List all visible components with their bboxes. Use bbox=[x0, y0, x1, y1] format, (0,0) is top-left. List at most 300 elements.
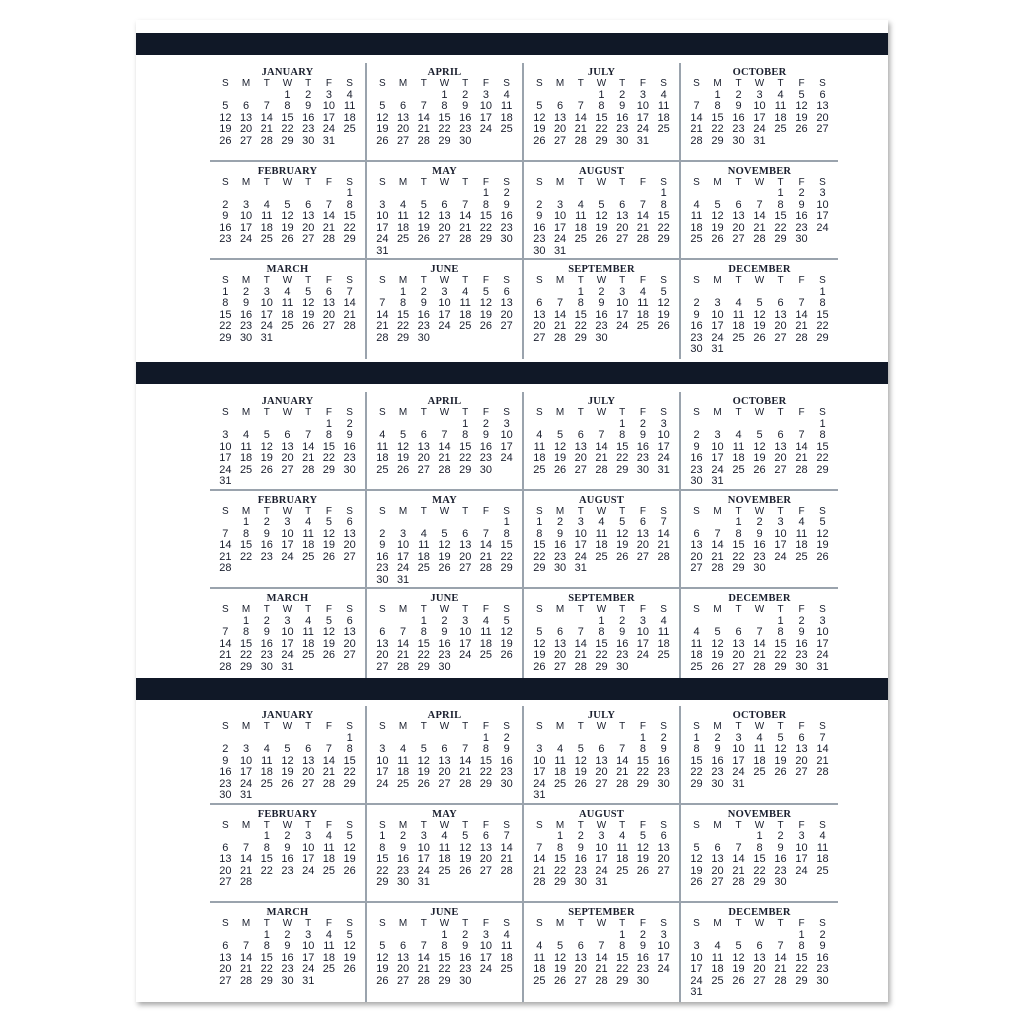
day-cell: 8 bbox=[777, 198, 784, 211]
day-cell: 27 bbox=[533, 331, 546, 344]
day-cell: 3 bbox=[243, 198, 250, 211]
day-cell: 9 bbox=[503, 743, 510, 755]
day-cell: 24 bbox=[616, 320, 629, 333]
day-cell: 19 bbox=[657, 308, 670, 321]
day-cell: 24 bbox=[657, 452, 670, 464]
day-cell: 11 bbox=[438, 841, 451, 854]
day-cell: 12 bbox=[774, 743, 787, 755]
day-cell: 26 bbox=[281, 233, 294, 246]
day-cell: 30 bbox=[281, 974, 294, 987]
day-cell: 21 bbox=[322, 766, 336, 778]
day-cell: 20 bbox=[343, 637, 356, 650]
day-cell: 22 bbox=[219, 320, 232, 333]
blank-cell bbox=[393, 188, 414, 200]
weekday-header: M bbox=[713, 78, 722, 89]
day-cell: 2 bbox=[557, 516, 564, 529]
day-cell: 17 bbox=[690, 963, 703, 976]
day-cell: 8 bbox=[598, 626, 605, 639]
day-cell: 11 bbox=[795, 527, 808, 540]
weekday-header: M bbox=[398, 505, 408, 517]
weekday-header: F bbox=[482, 721, 489, 732]
day-cell: 6 bbox=[777, 297, 784, 310]
weekday-header: T bbox=[619, 819, 626, 831]
weekday-header: S bbox=[503, 819, 510, 831]
blank-cell bbox=[728, 831, 749, 843]
weekday-header: T bbox=[305, 407, 312, 418]
day-cell: 25 bbox=[711, 974, 724, 987]
day-cell: 6 bbox=[222, 841, 229, 854]
weekday-header: S bbox=[693, 604, 700, 616]
day-cell: 27 bbox=[219, 974, 232, 987]
day-cell: 12 bbox=[636, 841, 650, 854]
weekday-header: T bbox=[577, 78, 584, 89]
day-cell: 27 bbox=[239, 134, 253, 147]
day-cell: 26 bbox=[795, 123, 808, 135]
day-cell: 12 bbox=[281, 754, 294, 767]
weekday-header: S bbox=[346, 505, 353, 517]
weekday-header: S bbox=[536, 721, 543, 732]
day-cell: 24 bbox=[774, 550, 787, 563]
day-cell: 26 bbox=[396, 463, 410, 476]
day-cell: 5 bbox=[557, 940, 564, 953]
day-cell: 12 bbox=[281, 210, 294, 223]
day-cell: 22 bbox=[533, 550, 546, 563]
day-cell: 3 bbox=[503, 417, 510, 430]
day-cell: 6 bbox=[557, 100, 564, 112]
weekday-header: T bbox=[619, 721, 626, 732]
weekday-header: F bbox=[639, 176, 646, 188]
day-cell: 9 bbox=[798, 626, 805, 639]
weekday-header: T bbox=[305, 275, 312, 287]
day-cell: 6 bbox=[400, 940, 407, 953]
day-cell: 13 bbox=[219, 951, 232, 964]
day-cell: 22 bbox=[595, 649, 608, 662]
day-cell: 5 bbox=[639, 830, 646, 843]
month-name: FEBRUARY bbox=[257, 165, 318, 177]
day-cell: 2 bbox=[379, 527, 386, 540]
day-cell: 13 bbox=[595, 754, 608, 767]
day-cell: 20 bbox=[816, 111, 829, 124]
day-cell: 27 bbox=[795, 766, 808, 778]
day-cell: 17 bbox=[376, 221, 389, 234]
day-cell: 27 bbox=[396, 134, 410, 147]
day-cell: 21 bbox=[417, 963, 430, 976]
day-cell: 18 bbox=[816, 853, 829, 866]
weekday-header: W bbox=[754, 407, 765, 418]
day-cell: 27 bbox=[553, 660, 567, 673]
day-cell: 27 bbox=[816, 123, 829, 135]
day-cell: 5 bbox=[536, 626, 543, 639]
day-cell: 25 bbox=[343, 123, 356, 135]
day-cell: 1 bbox=[441, 928, 448, 941]
day-cell: 6 bbox=[462, 527, 469, 540]
day-cell: 4 bbox=[420, 527, 427, 540]
day-cell: 16 bbox=[219, 766, 232, 778]
month-block bbox=[367, 260, 524, 359]
day-cell: 7 bbox=[503, 830, 510, 843]
day-cell: 9 bbox=[714, 743, 721, 755]
day-cell: 9 bbox=[639, 429, 646, 441]
weekday-header: S bbox=[346, 819, 353, 831]
day-cell: 25 bbox=[795, 550, 808, 563]
day-cell: 2 bbox=[777, 830, 784, 843]
weekday-header: M bbox=[241, 721, 251, 732]
weekday-header: S bbox=[222, 721, 229, 732]
day-cell: 1 bbox=[346, 187, 353, 200]
day-cell: 19 bbox=[732, 963, 745, 976]
day-cell: 26 bbox=[376, 134, 389, 147]
day-cell: 19 bbox=[281, 221, 294, 234]
day-cell: 2 bbox=[305, 88, 312, 101]
weekday-header: M bbox=[241, 275, 251, 287]
day-cell: 17 bbox=[479, 111, 493, 124]
day-cell: 29 bbox=[239, 660, 253, 673]
day-cell: 11 bbox=[397, 210, 409, 223]
day-cell: 23 bbox=[753, 550, 766, 563]
day-cell: 15 bbox=[533, 539, 546, 552]
day-cell: 23 bbox=[500, 221, 513, 234]
day-cell: 9 bbox=[777, 841, 784, 854]
day-cell: 30 bbox=[553, 562, 567, 575]
day-cell: 28 bbox=[753, 233, 766, 246]
day-cell: 4 bbox=[819, 830, 826, 843]
day-cell: 21 bbox=[459, 221, 472, 234]
month-block bbox=[367, 392, 524, 491]
day-cell: 26 bbox=[732, 974, 745, 987]
weekday-header: F bbox=[482, 604, 489, 616]
day-cell: 18 bbox=[500, 951, 513, 964]
day-cell: 29 bbox=[281, 134, 294, 147]
day-cell: 12 bbox=[753, 440, 766, 453]
day-cell: 22 bbox=[260, 963, 273, 976]
day-cell: 16 bbox=[795, 637, 808, 650]
weekday-header: T bbox=[462, 721, 469, 732]
day-cell: 12 bbox=[376, 951, 389, 964]
day-cell: 3 bbox=[756, 88, 763, 101]
blank-cell bbox=[633, 188, 654, 200]
day-cell: 17 bbox=[219, 452, 232, 464]
weekday-header: T bbox=[577, 819, 584, 831]
day-cell: 21 bbox=[732, 864, 745, 877]
day-cell: 6 bbox=[222, 940, 229, 953]
day-cell: 26 bbox=[479, 320, 493, 333]
day-cell: 24 bbox=[376, 777, 389, 790]
day-cell: 16 bbox=[396, 853, 410, 866]
day-cell: 10 bbox=[322, 100, 336, 112]
day-cell: 20 bbox=[574, 963, 587, 976]
day-cell: 8 bbox=[660, 198, 667, 211]
weekday-header: S bbox=[222, 505, 229, 517]
day-cell: 12 bbox=[417, 754, 430, 767]
blank-cell bbox=[550, 188, 571, 200]
day-cell: 11 bbox=[323, 841, 335, 854]
day-cell: 28 bbox=[343, 320, 356, 333]
weekday-header: S bbox=[222, 275, 229, 287]
day-cell: 14 bbox=[595, 951, 608, 964]
day-cell: 5 bbox=[660, 285, 667, 298]
day-cell: 14 bbox=[459, 754, 472, 767]
day-cell: 10 bbox=[219, 440, 232, 453]
day-cell: 6 bbox=[577, 940, 584, 953]
day-cell: 31 bbox=[732, 777, 745, 790]
day-cell: 19 bbox=[533, 123, 546, 135]
month-name: JULY bbox=[587, 710, 616, 721]
day-cell: 11 bbox=[816, 841, 829, 854]
day-cell: 4 bbox=[777, 88, 784, 101]
weekday-header: M bbox=[398, 604, 408, 616]
day-cell: 21 bbox=[795, 320, 808, 333]
day-cell: 8 bbox=[536, 527, 543, 540]
weekday-header: T bbox=[263, 275, 270, 287]
day-cell: 20 bbox=[396, 963, 410, 976]
weekday-header: F bbox=[482, 275, 489, 287]
day-cell: 15 bbox=[774, 637, 787, 650]
day-cell: 25 bbox=[500, 963, 513, 976]
weekday-header: S bbox=[536, 407, 543, 418]
day-cell: 7 bbox=[819, 731, 826, 744]
day-cell: 2 bbox=[263, 516, 270, 529]
day-cell: 17 bbox=[616, 308, 629, 321]
weekday-header: M bbox=[555, 176, 565, 188]
day-cell: 26 bbox=[595, 233, 608, 246]
weekday-header: F bbox=[639, 721, 646, 732]
day-cell: 21 bbox=[574, 649, 587, 662]
day-cell: 15 bbox=[636, 754, 650, 767]
day-cell: 3 bbox=[819, 187, 826, 200]
day-cell: 5 bbox=[379, 940, 386, 953]
day-cell: 16 bbox=[417, 308, 430, 321]
day-cell: 22 bbox=[774, 221, 787, 234]
day-cell: 15 bbox=[281, 111, 294, 124]
month-block bbox=[524, 162, 681, 261]
weekday-header: M bbox=[398, 819, 408, 831]
day-cell: 13 bbox=[553, 111, 567, 124]
day-cell: 11 bbox=[533, 951, 546, 964]
day-cell: 14 bbox=[417, 111, 430, 124]
day-cell: 2 bbox=[222, 198, 229, 211]
day-cell: 28 bbox=[219, 660, 232, 673]
day-cell: 3 bbox=[305, 928, 312, 941]
day-cell: 8 bbox=[441, 100, 448, 112]
day-cell: 21 bbox=[533, 864, 546, 877]
weekday-header: W bbox=[596, 78, 607, 89]
day-cell: 12 bbox=[417, 210, 430, 223]
day-cell: 27 bbox=[417, 463, 430, 476]
day-cell: 27 bbox=[281, 463, 294, 476]
calendar-card bbox=[136, 20, 888, 1002]
day-cell: 13 bbox=[396, 111, 410, 124]
weekday-header: M bbox=[713, 604, 722, 616]
day-cell: 25 bbox=[438, 864, 451, 877]
month-name: DECEMBER bbox=[728, 593, 791, 605]
month-block bbox=[524, 260, 681, 359]
day-cell: 10 bbox=[636, 626, 650, 639]
day-cell: 7 bbox=[798, 297, 805, 310]
weekday-header: T bbox=[735, 505, 742, 517]
weekday-header: W bbox=[754, 604, 765, 616]
weekday-header: T bbox=[462, 176, 469, 188]
day-cell: 8 bbox=[441, 940, 448, 953]
year-band bbox=[136, 33, 888, 55]
day-cell: 23 bbox=[459, 123, 472, 135]
day-cell: 2 bbox=[284, 928, 291, 941]
month-block bbox=[524, 805, 681, 904]
month-block bbox=[210, 903, 367, 1002]
day-cell: 7 bbox=[462, 198, 469, 211]
weekday-header: T bbox=[263, 918, 270, 930]
weekday-header: T bbox=[462, 78, 469, 89]
day-cell: 7 bbox=[243, 841, 250, 854]
weekday-header: S bbox=[346, 78, 353, 89]
day-cell: 11 bbox=[261, 210, 273, 223]
day-cell: 17 bbox=[657, 951, 670, 964]
day-cell: 6 bbox=[756, 940, 763, 953]
weekday-header: W bbox=[754, 275, 765, 287]
day-cell: 15 bbox=[690, 754, 703, 767]
day-cell: 6 bbox=[619, 198, 626, 211]
day-cell: 19 bbox=[417, 221, 430, 234]
day-cell: 10 bbox=[690, 951, 703, 964]
day-cell: 30 bbox=[260, 660, 273, 673]
day-cell: 14 bbox=[376, 308, 389, 321]
day-cell: 1 bbox=[263, 928, 270, 941]
day-cell: 23 bbox=[376, 562, 389, 575]
day-cell: 27 bbox=[711, 876, 724, 889]
blank-cell bbox=[686, 831, 707, 843]
day-cell: 10 bbox=[574, 527, 587, 540]
day-cell: 18 bbox=[322, 951, 336, 964]
day-cell: 2 bbox=[441, 614, 448, 627]
day-cell: 17 bbox=[302, 951, 315, 964]
day-cell: 22 bbox=[500, 550, 513, 563]
day-cell: 23 bbox=[281, 963, 294, 976]
day-cell: 17 bbox=[711, 320, 724, 333]
blank-cell bbox=[570, 188, 591, 200]
day-cell: 18 bbox=[376, 452, 389, 464]
day-cell: 9 bbox=[284, 940, 291, 953]
day-cell: 3 bbox=[482, 88, 489, 101]
day-cell: 20 bbox=[732, 649, 745, 662]
day-cell: 26 bbox=[711, 233, 724, 246]
day-cell: 20 bbox=[396, 123, 410, 135]
weekday-header: W bbox=[282, 819, 293, 831]
day-cell: 25 bbox=[281, 320, 294, 333]
day-cell: 21 bbox=[553, 320, 567, 333]
day-cell: 26 bbox=[711, 660, 724, 673]
day-cell: 11 bbox=[343, 100, 356, 112]
day-cell: 15 bbox=[417, 637, 430, 650]
day-cell: 16 bbox=[479, 440, 493, 453]
blank-cell bbox=[236, 188, 257, 200]
day-cell: 10 bbox=[616, 297, 629, 310]
day-cell: 23 bbox=[417, 320, 430, 333]
weekday-header: F bbox=[325, 721, 332, 732]
day-cell: 2 bbox=[536, 198, 543, 211]
day-cell: 11 bbox=[616, 841, 628, 854]
day-cell: 4 bbox=[536, 429, 543, 441]
day-cell: 8 bbox=[798, 940, 805, 953]
day-cell: 12 bbox=[616, 527, 629, 540]
day-cell: 15 bbox=[438, 111, 451, 124]
day-cell: 9 bbox=[305, 100, 312, 112]
day-cell: 7 bbox=[735, 841, 742, 854]
day-cell: 3 bbox=[284, 614, 291, 627]
day-cell: 28 bbox=[239, 974, 253, 987]
day-cell: 11 bbox=[732, 440, 745, 453]
day-cell: 28 bbox=[636, 233, 650, 246]
day-cell: 20 bbox=[479, 853, 493, 866]
weekday-header: F bbox=[798, 819, 805, 831]
day-cell: 21 bbox=[417, 123, 430, 135]
day-cell: 26 bbox=[322, 649, 336, 662]
month-block bbox=[524, 589, 681, 688]
day-cell: 8 bbox=[346, 743, 353, 755]
day-cell: 18 bbox=[438, 853, 451, 866]
day-cell: 1 bbox=[714, 88, 721, 101]
month-name: MAY bbox=[432, 494, 457, 506]
weekday-header: S bbox=[693, 918, 700, 930]
day-cell: 1 bbox=[756, 830, 763, 843]
day-cell: 23 bbox=[690, 463, 703, 476]
day-cell: 4 bbox=[557, 743, 564, 755]
month-name: AUGUST bbox=[579, 494, 624, 506]
month-block bbox=[210, 162, 367, 261]
weekday-header: T bbox=[619, 505, 626, 517]
weekday-header: T bbox=[577, 604, 584, 616]
weekday-header: S bbox=[503, 407, 510, 418]
day-cell: 16 bbox=[711, 754, 724, 767]
day-cell: 28 bbox=[711, 562, 724, 575]
day-cell: 3 bbox=[714, 297, 721, 310]
day-cell: 1 bbox=[222, 285, 229, 298]
weekday-header: M bbox=[555, 819, 565, 831]
blank-cell bbox=[256, 188, 277, 200]
day-cell: 15 bbox=[479, 210, 493, 223]
day-cell: 21 bbox=[500, 853, 513, 866]
weekday-header: F bbox=[325, 918, 332, 930]
day-cell: 7 bbox=[756, 626, 763, 639]
weekday-header: S bbox=[222, 407, 229, 418]
weekday-header: S bbox=[536, 604, 543, 616]
day-cell: 11 bbox=[281, 297, 294, 310]
day-cell: 23 bbox=[657, 766, 670, 778]
day-cell: 19 bbox=[281, 766, 294, 778]
day-cell: 29 bbox=[753, 876, 766, 889]
day-cell: 5 bbox=[222, 100, 229, 112]
weekday-header: S bbox=[660, 176, 667, 188]
weekday-header: T bbox=[420, 78, 427, 89]
day-cell: 30 bbox=[690, 475, 703, 487]
blank-cell bbox=[236, 831, 257, 843]
day-cell: 12 bbox=[302, 297, 315, 310]
day-cell: 20 bbox=[553, 123, 567, 135]
day-cell: 27 bbox=[774, 463, 787, 476]
day-cell: 7 bbox=[243, 940, 250, 953]
weekday-header: W bbox=[596, 604, 607, 616]
day-cell: 23 bbox=[260, 649, 273, 662]
day-cell: 20 bbox=[574, 452, 587, 464]
day-cell: 9 bbox=[482, 429, 489, 441]
day-cell: 15 bbox=[795, 951, 808, 964]
day-cell: 20 bbox=[500, 308, 513, 321]
day-cell: 5 bbox=[819, 516, 826, 529]
day-cell: 8 bbox=[243, 527, 250, 540]
day-cell: 14 bbox=[396, 637, 410, 650]
day-cell: 11 bbox=[302, 527, 314, 540]
day-cell: 7 bbox=[263, 100, 270, 112]
day-cell: 25 bbox=[533, 463, 546, 476]
day-cell: 25 bbox=[690, 660, 703, 673]
